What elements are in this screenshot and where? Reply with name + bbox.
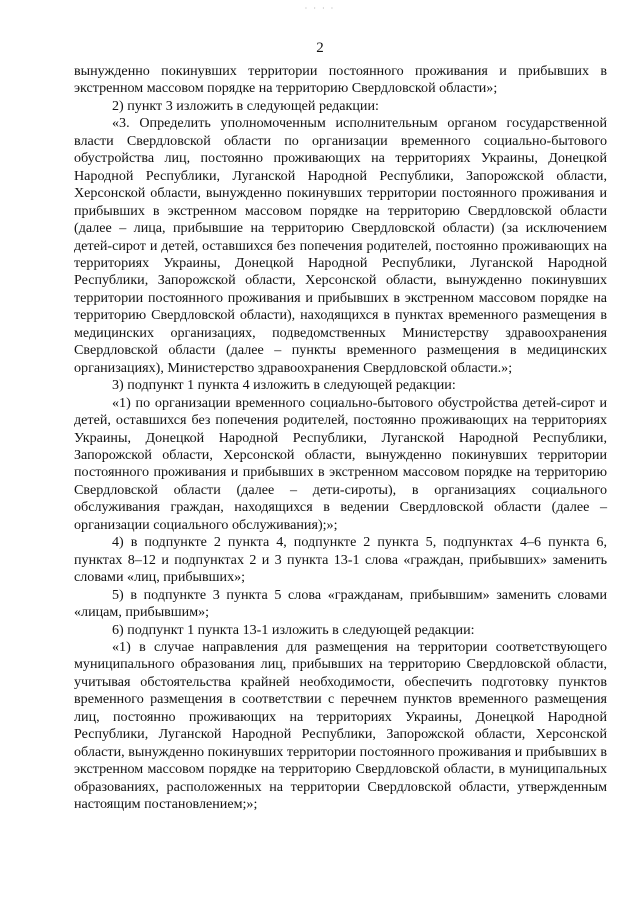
paragraph-subclause-13-1-text: «1) в случае направления для размещения на территории соответствующего муниципального образования лиц, прибывших на территорию Свердловской области, учитывая обстоятельства крайней необходимости, обеспечить подготовку пунктов временного размещения в соответствии с перечнем пунктов временного размещения лиц, постоянно проживающих на территориях Украины, Донецкой Народной Республики, Луганской Народной Республики, Запорожской области, Херсонской области, вынужденно покинувших территории постоянного проживания и прибывших в экстренном массовом порядке на территорию Свердловской области, в муниципальных образованиях, расположенных на территории Свердловской области, утвержденным настоящим постановлением;»; [74,638,607,813]
paragraph-clause-3-text: «3. Определить уполномоченным исполнительным органом государственной власти Свердловской области по организации временного социально-бытового обустройства лиц, постоянно проживающих на территориях Украины, Донецкой Народной Республики, Луганской Народной Республики, Запорожской области, Херсонской области, вынужденно покинувших территории постоянного проживания и прибывших в экстренном массовом порядке на территорию Свердловской области (далее – лица, прибывшие на территорию Свердловской области) (за исключением детей-сирот и детей, оставшихся без попечения родителей, постоянно проживающих на территориях Украины, Донецкой Народной Республики, Луганской Народной Республики, Запорожской области, Херсонской области, вынужденно покинувших территории постоянного проживания и прибывших в экстренном массовом порядке на территорию Свердловской области), находящихся в пунктах временного размещения в медицинских организациях, подведомственных Министерству здравоохранения Свердловской области (далее – пункты временного размещения в медицинских организациях), Министерство здравоохранения Свердловской области.»; [74,115,607,376]
paragraph-subclause-1-text: «1) по организации временного социально-бытового обустройства детей-сирот и детей, оставшихся без попечения родителей, постоянно проживающих на территориях Украины, Донецкой Народной Республики, Луганской Народной Республики, Запорожской области, Херсонской области, вынужденно покинувших территории постоянного проживания и прибывших в экстренном массовом порядке на территорию Свердловской области (далее – дети-сироты), в организациях социального обслуживания граждан, находящихся в ведении Свердловской области (далее – организации социального обслуживания);»; [74,394,607,533]
paragraph-item-3: 3) подпункт 1 пункта 4 изложить в следующей редакции: [112,377,456,394]
paragraph-item-6: 6) подпункт 1 пункта 13-1 изложить в следующей редакции: [112,621,475,638]
paragraph-continuation: вынужденно покинувших территории постоянного проживания и прибывших в экстренном массовом порядке на территорию Свердловской области»; [74,63,607,97]
page-number: 2 [316,40,324,56]
document-body [74,63,607,813]
paragraph-item-4: 4) в подпункте 2 пункта 4, подпункте 2 пункта 5, подпунктах 4–6 пункта 6, пунктах 8–12 и подпунктах 2 и 3 пункта 13-1 слова «граждан, прибывших» заменить словами «лиц, прибывших»; [74,534,607,586]
scan-marks: · · · · [304,4,336,13]
paragraph-item-2: 2) пункт 3 изложить в следующей редакции: [112,97,379,114]
paragraph-item-5: 5) в подпункте 3 пункта 5 слова «гражданам, прибывшим» заменить словами «лицам, прибывшим»; [74,586,607,621]
